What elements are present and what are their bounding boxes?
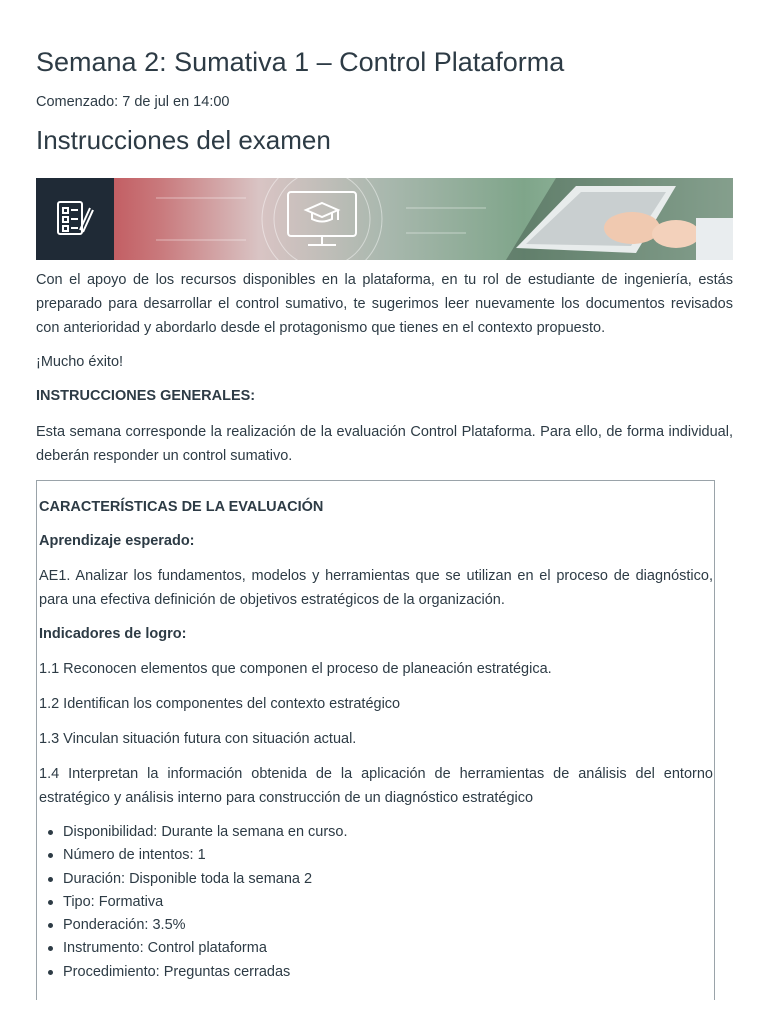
indicator-item: 1.1 Reconocen elementos que componen el proceso de planeación estratégica. [39,661,552,677]
started-timestamp: Comenzado: 7 de jul en 14:00 [36,94,230,110]
detail-item: Instrumento: Control plataforma [63,937,348,960]
learning-label: Aprendizaje esperado: [39,533,195,549]
detail-item: Procedimiento: Preguntas cerradas [63,961,348,984]
good-luck-text: ¡Mucho éxito! [36,354,124,370]
learning-text: AE1. Analizar los fundamentos, modelos y herramientas que se utilizan en el proceso de diagnóstico, para una efectiva definición de objetivos estratégicos de la organización. [39,568,713,608]
intro-paragraph: Con el apoyo de los recursos disponibles en la plataforma, en tu rol de estudiante de ingeniería, estás preparado para desarrollar el control sumativo, te sugerimos leer nuevamente los documentos revisados con anterioridad y abordarlo desde el protagonismo que tienes en el contexto propuesto. [36,272,733,336]
indicator-item: 1.2 Identifican los componentes del contexto estratégico [39,696,401,712]
detail-item: Duración: Disponible toda la semana 2 [63,868,348,891]
general-instructions-text: Esta semana corresponde la realización de la evaluación Control Plataforma. Para ello, de forma individual, deberán responder un control sumativo. [36,424,733,464]
evaluation-characteristics-box [36,480,715,1000]
indicator-item: 1.4 Interpretan la información obtenida de la aplicación de herramientas de análisis del entorno estratégico y análisis interno para construcción de un diagnóstico estratégico [39,766,713,806]
detail-item: Número de intentos: 1 [63,844,348,867]
evaluation-details-list [39,821,348,984]
detail-item: Ponderación: 3.5% [63,914,348,937]
indicator-item: 1.3 Vinculan situación futura con situación actual. [39,731,357,747]
detail-item: Disponibilidad: Durante la semana en curso. [63,821,348,844]
detail-item: Tipo: Formativa [63,891,348,914]
general-instructions-heading: INSTRUCCIONES GENERALES: [36,388,256,404]
evaluation-heading: CARACTERÍSTICAS DE LA EVALUACIÓN [39,499,324,515]
page-title: Semana 2: Sumativa 1 – Control Plataforma [36,47,565,77]
instructions-heading: Instrucciones del examen [36,125,331,155]
instructions-banner [36,178,733,260]
indicators-label: Indicadores de logro: [39,626,187,642]
